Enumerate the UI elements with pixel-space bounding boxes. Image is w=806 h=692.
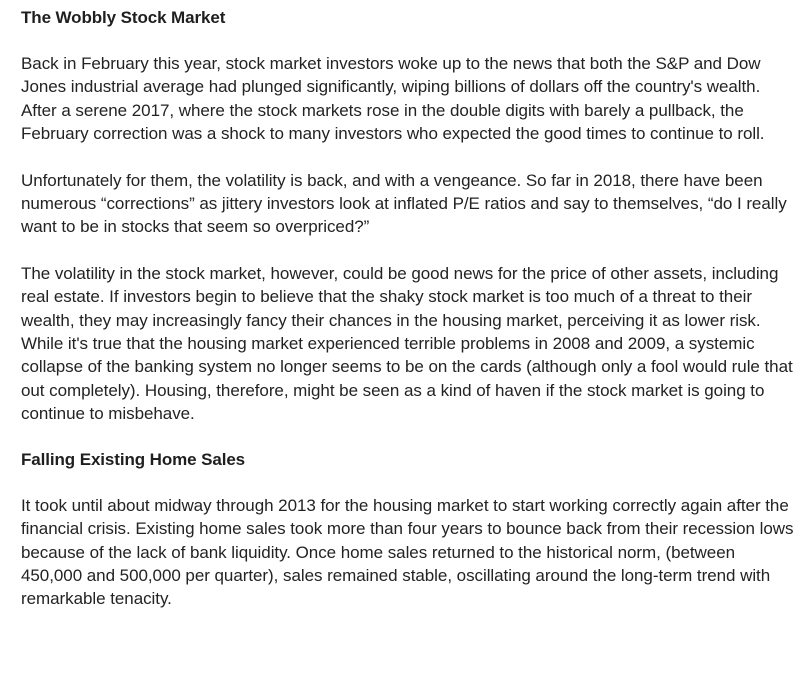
- section-heading-falling-home-sales: Falling Existing Home Sales: [21, 449, 246, 469]
- paragraph-housing-recovery: It took until about midway through 2013 for the housing market to start working correctly again after the financial crisis. Existing home sales took more than four years to bounce back from their recession lows because of the lack of bank liquidity. Once home sales returned to the historical norm, (between 450,000 and 500,000 per quarter), sales remained stable, oscillating around the long-term trend with remarkable tenacity.: [21, 495, 794, 609]
- paragraph-volatility-back: Unfortunately for them, the volatility is back, and with a vengeance. So far in 2018, there have been numerous “corrections” as jittery investors look at inflated P/E ratios and say to themselves, “do I really want to be in stocks that seem so overpriced?”: [21, 170, 787, 237]
- section-heading-wobbly-stock-market: The Wobbly Stock Market: [21, 8, 226, 27]
- paragraph-february-correction: Back in February this year, stock market investors woke up to the news that both the S&P and Dow Jones industrial average had plunged significantly, wiping billions of dollars off the country's wealth. After a serene 2017, where the stock markets rose in the double digits with barely a pullback, the February correction was a shock to many investors who expected the good times to continue to roll.: [21, 54, 765, 144]
- paragraph-real-estate-haven: The volatility in the stock market, however, could be good news for the price of other assets, including real estate. If investors begin to believe that the shaky stock market is too much of a threat to their wealth, they may increasingly fancy their chances in the housing market, perceiving it as lower risk. While it's true that the housing market experienced terrible problems in 2008 and 2009, a systemic collapse of the banking system no longer seems to be on the cards (although only a fool would rule that out completely). Housing, therefore, might be seen as a kind of haven if the stock market is going to continue to misbehave.: [21, 263, 793, 424]
